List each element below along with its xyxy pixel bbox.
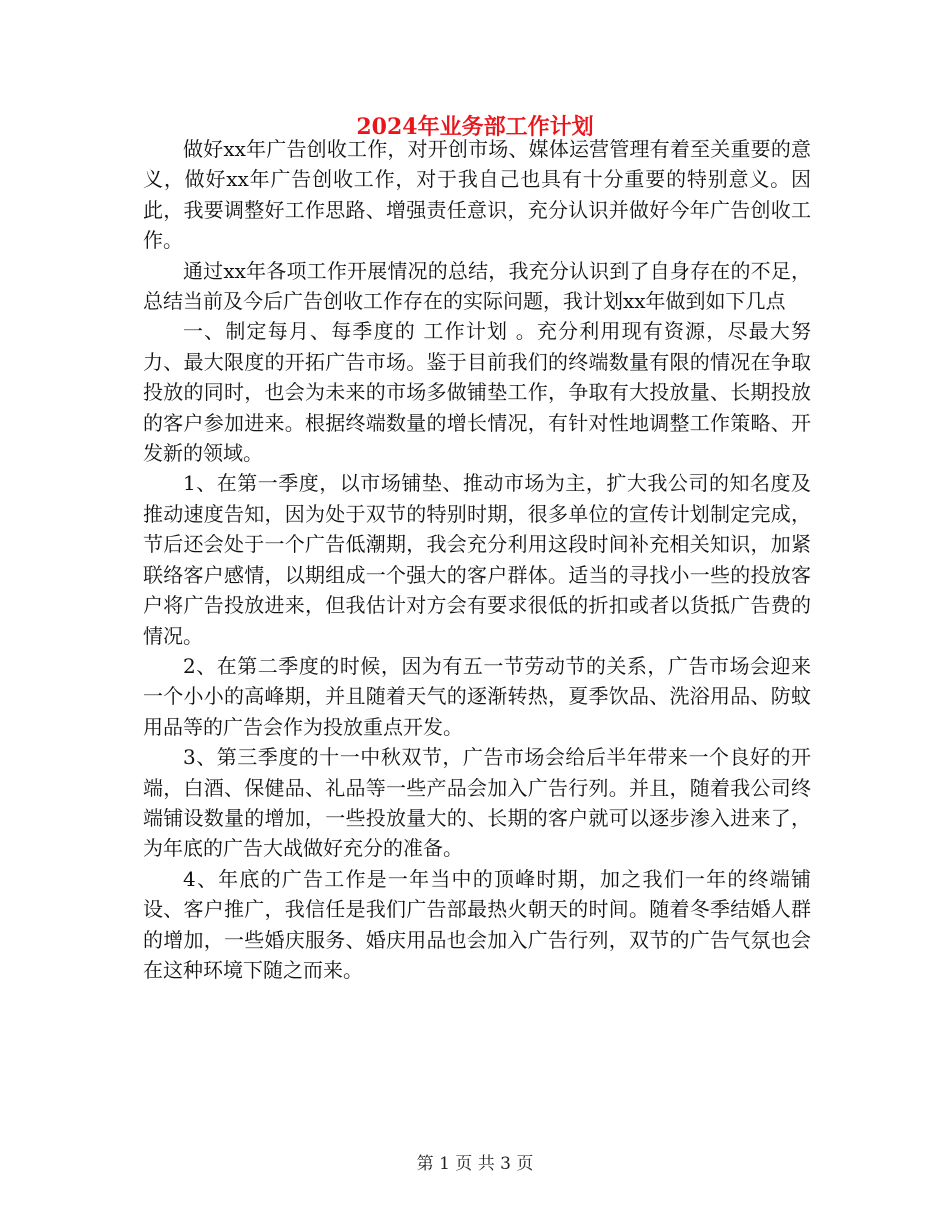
paragraph-q3: 3、第三季度的十一中秋双节，广告市场会给后半年带来一个良好的开端，白酒、保健品、礼品等一些产品会加入广告行列。并且，随着我公司终端铺设数量的增加，一些投放量大的、长期的客户就可以逐步渗入进来了，为年底的广告大战做好充分的准备。 [143, 745, 811, 861]
paragraph-summary: 通过xx年各项工作开展情况的总结，我充分认识到了自身存在的不足，总结当前及今后广告创收工作存在的实际问题，我计划xx年做到如下几点 [143, 258, 811, 314]
paragraph-q2: 2、在第二季度的时候，因为有五一节劳动节的关系，广告市场会迎来一个小小的高峰期，并且随着天气的逐渐转热，夏季饮品、洗浴用品、防蚊用品等的广告会作为投放重点开发。 [143, 653, 811, 739]
paragraph-intro: 做好xx年广告创收工作，对开创市场、媒体运营管理有着至关重要的意义，做好xx年广告创收工作，对于我自己也具有十分重要的特别意义。因此，我要调整好工作思路、增强责任意识，充分认识并做好今年广告创收工作。 [143, 137, 811, 253]
document-title: 2024年业务部工作计划 [356, 114, 594, 140]
page-number-footer: 第 1 页 共 3 页 [416, 1154, 534, 1174]
paragraph-q1: 1、在第一季度，以市场铺垫、推动市场为主，扩大我公司的知名度及推动速度告知，因为处于双节的特别时期，很多单位的宣传计划制定完成，节后还会处于一个广告低潮期，我会充分利用这段时间补充相关知识，加紧联络客户感情，以期组成一个强大的客户群体。适当的寻找小一些的投放客户将广告投放进来，但我估计对方会有要求很低的折扣或者以货抵广告费的情况。 [143, 471, 811, 648]
paragraph-section-one: 一、制定每月、每季度的 工作计划 。充分利用现有资源，尽最大努力、最大限度的开拓广告市场。鉴于目前我们的终端数量有限的情况在争取投放的同时，也会为未来的市场多做铺垫工作，争取有大投放量、长期投放的客户参加进来。根据终端数量的增长情况，有针对性地调整工作策略、开发新的领域。 [143, 319, 811, 466]
document-body [143, 134, 811, 985]
paragraph-q4: 4、年底的广告工作是一年当中的顶峰时期，加之我们一年的终端铺设、客户推广，我信任是我们广告部最热火朝天的时间。随着冬季结婚人群的增加，一些婚庆服务、婚庆用品也会加入广告行列，双节的广告气氛也会在这种环境下随之而来。 [143, 866, 811, 982]
